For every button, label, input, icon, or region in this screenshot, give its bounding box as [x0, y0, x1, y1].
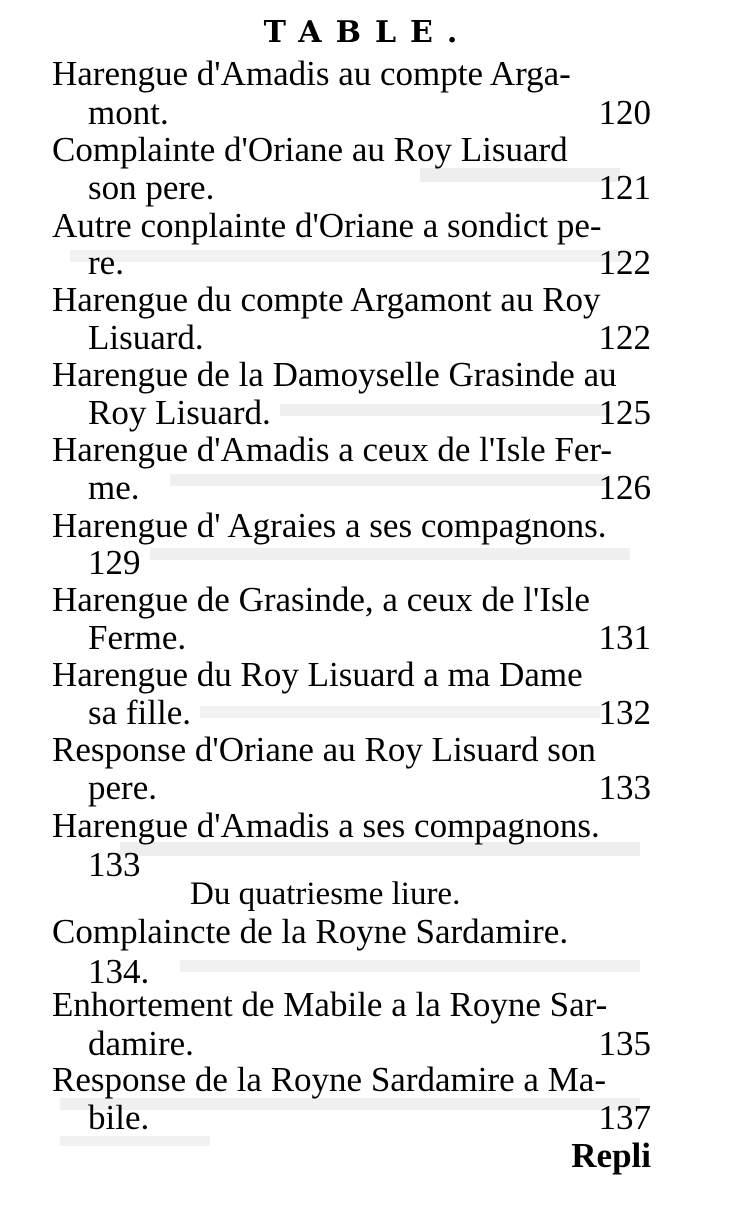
show-through-mark — [150, 548, 630, 560]
toc-entry-title: Responsе d'Oriane au Roy Lisuard son — [52, 730, 596, 769]
toc-page-number: 126 — [598, 468, 651, 507]
toc-page-number: 132 — [598, 693, 651, 732]
toc-entry-title: Harengue d'Amadis a ses compagnons. — [52, 806, 600, 845]
toc-entry-title-cont: sa fille. — [88, 693, 192, 732]
toc-entry-title-cont: re. — [88, 243, 124, 282]
toc-entry-title: Harengue d' Agraies a ses compagnons. — [52, 506, 607, 545]
toc-page-number: 120 — [598, 93, 651, 132]
toc-entry-title-cont: mont. — [88, 93, 169, 132]
running-header: TABLE. — [263, 15, 472, 50]
toc-entry-title: Harengue d'Amadis au compte Arga- — [52, 54, 571, 93]
toc-page-number: 129 — [88, 543, 141, 582]
toc-entry-title-cont: pere. — [88, 768, 157, 807]
toc-entry-title: Harengue de la Damoyselle Grasinde au — [52, 355, 617, 394]
section-heading: Du quatriesme liure. — [190, 876, 461, 912]
toc-entry-title: Harengue du compte Argamont au Roy — [52, 280, 601, 319]
show-through-mark — [70, 250, 630, 262]
toc-entry-title-cont: Ferme. — [88, 618, 187, 657]
toc-entry-title-cont: bile. — [88, 1098, 150, 1137]
toc-page-number: 137 — [598, 1098, 651, 1137]
toc-page-number: 122 — [598, 318, 651, 357]
toc-entry-title-cont: damire. — [88, 1024, 194, 1063]
toc-page-number: 135 — [598, 1024, 651, 1063]
toc-entry-title: Complaincte de la Royne Sardamire. — [52, 912, 569, 951]
toc-page-number: 122 — [598, 243, 651, 282]
toc-entry-title: Complainte d'Oriane au Roy Lisuard — [52, 130, 568, 169]
toc-page-number: 121 — [598, 168, 651, 207]
toc-page-number: 133 — [88, 845, 141, 884]
show-through-mark — [170, 474, 610, 486]
catchword: Repli — [571, 1136, 651, 1175]
toc-entry-title-cont: Roy Lisuard. — [88, 393, 271, 432]
toc-page-number: 125 — [598, 393, 651, 432]
toc-page-number: 131 — [598, 618, 651, 657]
toc-entry-title: Harengue d'Amadis a ceux de l'Isle Fer- — [52, 430, 613, 469]
toc-page-number: 134. — [88, 952, 150, 991]
show-through-mark — [180, 960, 640, 972]
toc-entry-title: Harengue de Grasinde, a ceux de l'Isle — [52, 580, 590, 619]
toc-entry-title: Enhortement de Mabile a la Royne Sar- — [52, 985, 608, 1024]
toc-entry-title: Responsе de la Royne Sardamire a Ma- — [52, 1060, 607, 1099]
show-through-mark — [420, 168, 620, 182]
show-through-mark — [200, 706, 600, 718]
toc-entry-title-cont: me. — [88, 468, 140, 507]
toc-entry-title: Autre conplainte d'Oriane a sondict pe- — [52, 206, 602, 245]
show-through-mark — [280, 404, 610, 416]
toc-entry-title-cont: Lisuard. — [88, 318, 204, 357]
toc-entry-title: Harengue du Roy Lisuard a ma Dame — [52, 655, 583, 694]
toc-entry-title-cont: son pere. — [88, 168, 215, 207]
toc-page-number: 133 — [598, 768, 651, 807]
